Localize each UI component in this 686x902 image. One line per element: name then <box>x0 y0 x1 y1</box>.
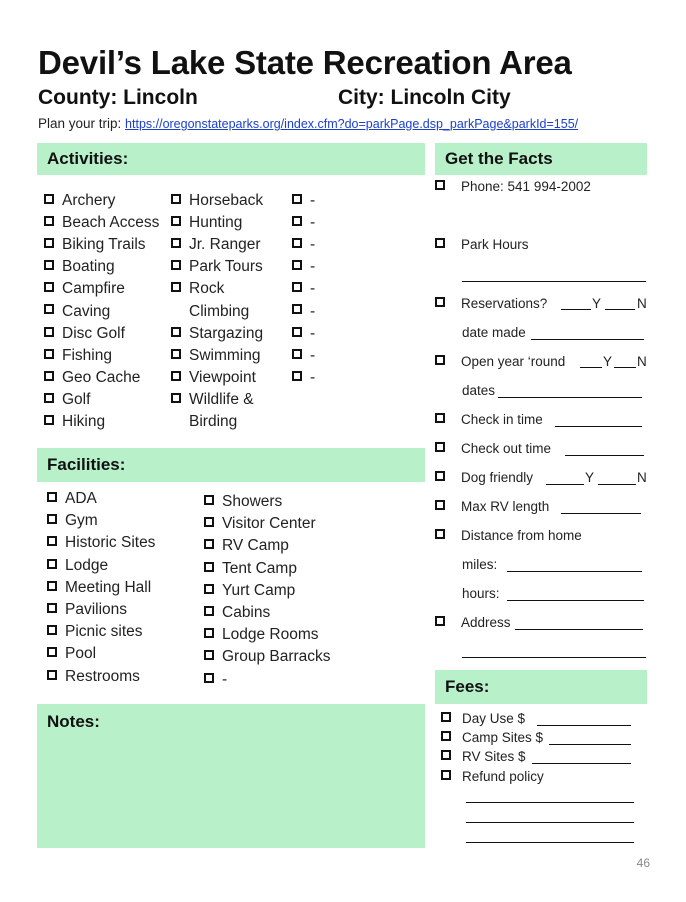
checkbox-label: - <box>222 670 228 688</box>
checkbox[interactable] <box>44 216 54 226</box>
checkbox[interactable] <box>441 731 451 741</box>
city-label: City: Lincoln City <box>338 86 511 109</box>
open-year-y-line[interactable] <box>580 367 602 368</box>
activities-col2-item <box>171 324 263 344</box>
rv-sites-item <box>441 748 526 766</box>
address-line[interactable] <box>515 629 643 630</box>
checkbox-label: Climbing <box>189 302 250 320</box>
date-made-line[interactable] <box>531 339 644 340</box>
camp-sites-text: Camp Sites $ <box>462 730 544 745</box>
max-rv-line[interactable] <box>561 513 641 514</box>
activities-col2-item <box>171 191 263 211</box>
dog-friendly-item <box>435 469 533 487</box>
checkbox[interactable] <box>47 603 57 613</box>
checkbox[interactable] <box>171 371 181 381</box>
checkbox[interactable] <box>44 327 54 337</box>
checkbox-label: Jr. Ranger <box>189 236 261 254</box>
activities-col1-item <box>44 257 115 277</box>
checkbox[interactable] <box>204 517 214 527</box>
fees-heading-text: Fees: <box>445 677 490 696</box>
checkbox[interactable] <box>47 559 57 569</box>
checkbox[interactable] <box>292 304 302 314</box>
max-rv-item <box>435 498 549 516</box>
hours-line[interactable] <box>507 600 644 601</box>
notes-heading-text: Notes: <box>47 712 100 731</box>
checkbox-label: - <box>310 302 316 320</box>
facilities-col2-item <box>204 559 297 579</box>
activities-col3-item <box>292 346 315 366</box>
dog-y-line[interactable] <box>546 484 584 485</box>
checkbox[interactable] <box>435 529 445 539</box>
checkbox[interactable] <box>44 415 54 425</box>
activities-col3-item <box>292 191 315 211</box>
facilities-col2-item <box>204 603 270 623</box>
park-hours-item <box>435 236 529 254</box>
checkbox[interactable] <box>204 650 214 660</box>
activities-col3-item <box>292 257 315 277</box>
open-year-item <box>435 353 565 371</box>
checkbox-label: Visitor Center <box>222 515 316 533</box>
activities-col3-item <box>292 368 315 388</box>
facilities-col1-item <box>47 533 155 553</box>
rv-sites-text: RV Sites $ <box>462 749 526 764</box>
checkbox-label: Caving <box>62 302 111 320</box>
open-year-n-line[interactable] <box>614 367 636 368</box>
checkbox[interactable] <box>292 216 302 226</box>
checkbox[interactable] <box>435 355 445 365</box>
dates-line[interactable] <box>498 397 642 398</box>
facilities-col2-item <box>204 625 319 645</box>
checkbox[interactable] <box>204 673 214 683</box>
park-url-link[interactable]: https://oregonstateparks.org/index.cfm?do=parkPage.dsp_parkPage&parkId=155/ <box>125 117 579 131</box>
checkbox[interactable] <box>292 282 302 292</box>
day-use-text: Day Use $ <box>462 711 526 726</box>
facilities-col2-item <box>204 647 331 667</box>
reservations-n: N <box>637 296 647 311</box>
activities-col2-item <box>171 279 224 299</box>
check-out-text: Check out time <box>461 441 552 456</box>
checkbox-label: Yurt Camp <box>222 581 296 599</box>
checkbox-label: Beach Access <box>62 214 160 232</box>
activities-col3-item <box>292 279 315 299</box>
checkbox-label: Fishing <box>62 346 112 364</box>
dog-friendly-text: Dog friendly <box>461 470 534 485</box>
checkbox[interactable] <box>435 297 445 307</box>
checkbox-label: Geo Cache <box>62 368 141 386</box>
checkbox-label: Viewpoint <box>189 368 256 386</box>
check-out-line[interactable] <box>565 455 644 456</box>
checkbox[interactable] <box>47 536 57 546</box>
activities-col1-item <box>44 191 115 211</box>
camp-sites-item <box>441 729 543 747</box>
refund-text: Refund policy <box>462 769 544 784</box>
reservations-text: Reservations? <box>461 296 548 311</box>
checkbox-label: Biking Trails <box>62 236 146 254</box>
day-use-line[interactable] <box>537 725 631 726</box>
dog-y: Y <box>585 470 595 485</box>
checkbox-label: Restrooms <box>65 667 140 685</box>
checkbox-label: Meeting Hall <box>65 578 152 596</box>
checkbox[interactable] <box>171 260 181 270</box>
checkbox-label: Gym <box>65 512 98 530</box>
checkbox[interactable] <box>171 327 181 337</box>
facts-heading-text: Get the Facts <box>445 149 553 168</box>
date-made-text: date made <box>462 325 526 340</box>
activities-col2-item <box>171 368 256 388</box>
checkbox[interactable] <box>204 606 214 616</box>
checkbox[interactable] <box>44 282 54 292</box>
refund-line-1[interactable] <box>466 802 634 803</box>
reservations-n-line[interactable] <box>605 309 635 310</box>
checkbox-label: Birding <box>189 413 238 430</box>
checkbox[interactable] <box>171 194 181 204</box>
checkbox-label: Tent Camp <box>222 559 297 577</box>
facilities-col1-item <box>47 644 96 664</box>
activities-col1-item <box>44 213 159 233</box>
fees-heading <box>435 670 647 704</box>
checkbox-label: - <box>310 368 316 386</box>
checkbox[interactable] <box>435 238 445 248</box>
camp-sites-line[interactable] <box>549 744 631 745</box>
dog-n: N <box>637 470 647 485</box>
phone-item <box>435 178 591 196</box>
reservations-y-line[interactable] <box>561 309 591 310</box>
open-year-n: N <box>637 354 647 369</box>
checkbox[interactable] <box>204 628 214 638</box>
checkbox-label: Pool <box>65 645 97 663</box>
activities-col1-item <box>44 390 90 410</box>
hours-text: hours: <box>462 586 500 601</box>
checkbox[interactable] <box>292 349 302 359</box>
checkbox-label: Lodge Rooms <box>222 626 319 644</box>
checkbox-label: Campfire <box>62 280 125 298</box>
activities-col2-item <box>171 302 249 322</box>
checkbox[interactable] <box>44 194 54 204</box>
facilities-col2-item <box>204 670 227 690</box>
checkbox[interactable] <box>435 500 445 510</box>
facilities-heading <box>37 448 425 482</box>
refund-line-2[interactable] <box>466 822 634 823</box>
distance-text: Distance from home <box>461 528 582 543</box>
checkbox[interactable] <box>435 413 445 423</box>
checkbox[interactable] <box>441 712 451 722</box>
checkbox-label: Swimming <box>189 346 261 364</box>
checkbox-label: - <box>310 324 316 342</box>
plan-trip-line <box>38 116 578 131</box>
checkbox[interactable] <box>44 238 54 248</box>
checkbox[interactable] <box>292 327 302 337</box>
dog-n-line[interactable] <box>598 484 636 485</box>
checkbox-label: - <box>310 280 316 298</box>
activities-col1-item <box>44 324 125 344</box>
checkbox-label: Archery <box>62 192 116 209</box>
checkbox[interactable] <box>47 670 57 680</box>
address-text: Address <box>461 615 511 630</box>
dates-text: dates <box>462 383 496 398</box>
reservations-y: Y <box>592 296 602 311</box>
checkbox[interactable] <box>47 514 57 524</box>
checkbox[interactable] <box>47 625 57 635</box>
checkbox-label: Showers <box>222 493 283 510</box>
county-label: County: Lincoln <box>38 86 198 109</box>
checkbox-label: Golf <box>62 390 91 408</box>
activities-col2-item <box>171 235 261 255</box>
park-hours-text: Park Hours <box>461 237 529 252</box>
address-item <box>435 614 511 632</box>
page-title: Devil’s Lake State Recreation Area <box>38 44 572 81</box>
facilities-col1-item <box>47 667 140 687</box>
checkbox[interactable] <box>204 539 214 549</box>
checkbox-label: - <box>310 258 316 276</box>
miles-line[interactable] <box>507 571 642 572</box>
checkbox[interactable] <box>47 581 57 591</box>
checkbox[interactable] <box>44 371 54 381</box>
activities-col2-item <box>171 412 237 432</box>
park-hours-line[interactable] <box>462 281 646 282</box>
checkbox[interactable] <box>204 562 214 572</box>
checkbox[interactable] <box>44 349 54 359</box>
checkbox-label: Lodge <box>65 556 109 574</box>
facilities-col2-item <box>204 514 316 534</box>
checkbox-label: Stargazing <box>189 324 264 342</box>
checkbox-label: Hunting <box>189 214 243 232</box>
notes-box[interactable] <box>37 704 425 848</box>
checkbox-label: RV Camp <box>222 537 289 555</box>
activities-col1-item <box>44 302 110 322</box>
checkbox[interactable] <box>47 492 57 502</box>
checkbox-label: Pavilions <box>65 601 128 618</box>
checkbox-label: Group Barracks <box>222 648 331 666</box>
check-in-text: Check in time <box>461 412 543 427</box>
address-line-2[interactable] <box>462 657 646 658</box>
checkbox-label: Park Tours <box>189 258 263 276</box>
checkbox[interactable] <box>44 393 54 403</box>
facilities-col1-item <box>47 556 108 576</box>
open-year-y: Y <box>603 354 613 369</box>
activities-col1-item <box>44 368 140 388</box>
page-number: 46 <box>636 856 650 870</box>
facilities-heading-text: Facilities: <box>47 455 126 474</box>
checkbox[interactable] <box>44 260 54 270</box>
activities-col2-item <box>171 257 263 277</box>
activities-col1-item <box>44 412 105 432</box>
checkbox[interactable] <box>441 770 451 780</box>
facilities-col1-item <box>47 578 151 598</box>
facts-heading <box>435 143 647 175</box>
checkbox-label: Historic Sites <box>65 534 156 552</box>
checkbox[interactable] <box>171 216 181 226</box>
facilities-col1-item <box>47 489 97 509</box>
checkbox-label: Horseback <box>189 192 264 209</box>
checkbox-label: Disc Golf <box>62 324 125 342</box>
max-rv-text: Max RV length <box>461 499 550 514</box>
facilities-col2-item <box>204 536 289 556</box>
distance-item <box>435 527 582 545</box>
activities-col1-item <box>44 235 146 255</box>
checkbox[interactable] <box>171 393 181 403</box>
checkbox[interactable] <box>171 282 181 292</box>
activities-col1-item <box>44 346 112 366</box>
check-in-line[interactable] <box>555 426 642 427</box>
checkbox[interactable] <box>204 495 214 505</box>
checkbox-label: Boating <box>62 258 115 276</box>
checkbox-label: - <box>310 192 316 209</box>
facilities-col2-item <box>204 492 282 512</box>
plan-trip-label: Plan your trip: <box>38 116 126 131</box>
refund-line-3[interactable] <box>466 842 634 843</box>
activities-col3-item <box>292 302 315 322</box>
miles-text: miles: <box>462 557 498 572</box>
checkbox-label: Rock <box>189 280 225 298</box>
checkbox-label: - <box>310 214 316 232</box>
checkbox[interactable] <box>292 260 302 270</box>
checkbox-label: Picnic sites <box>65 623 143 641</box>
checkbox[interactable] <box>435 616 445 626</box>
checkbox[interactable] <box>435 471 445 481</box>
activities-col2-item <box>171 213 242 233</box>
checkbox[interactable] <box>44 304 54 314</box>
facilities-col1-item <box>47 511 98 531</box>
activities-col2-item <box>171 346 260 366</box>
rv-sites-line[interactable] <box>532 763 631 764</box>
activities-heading-text: Activities: <box>47 149 129 168</box>
checkbox-label: ADA <box>65 490 97 507</box>
phone-text: Phone: 541 994-2002 <box>461 179 591 194</box>
check-out-item <box>435 440 551 458</box>
checkbox-label: Hiking <box>62 413 106 430</box>
facilities-col2-item <box>204 581 295 601</box>
activities-heading <box>37 143 425 175</box>
facilities-col1-item <box>47 600 127 620</box>
activities-col3-item <box>292 324 315 344</box>
facilities-col1-item <box>47 622 143 642</box>
check-in-item <box>435 411 543 429</box>
activities-col3-item <box>292 235 315 255</box>
checkbox[interactable] <box>441 750 451 760</box>
activities-col1-item <box>44 279 125 299</box>
checkbox[interactable] <box>435 180 445 190</box>
checkbox[interactable] <box>47 647 57 657</box>
checkbox[interactable] <box>435 442 445 452</box>
checkbox[interactable] <box>292 371 302 381</box>
checkbox[interactable] <box>292 194 302 204</box>
reservations-item <box>435 295 547 313</box>
checkbox[interactable] <box>171 238 181 248</box>
checkbox[interactable] <box>171 349 181 359</box>
checkbox-label: - <box>310 346 316 364</box>
checkbox[interactable] <box>204 584 214 594</box>
checkbox[interactable] <box>292 238 302 248</box>
checkbox-label: Wildlife & <box>189 390 254 408</box>
day-use-item <box>441 710 525 728</box>
checkbox-label: - <box>310 236 316 254</box>
checkbox-label: Cabins <box>222 604 271 621</box>
activities-col3-item <box>292 213 315 233</box>
refund-item <box>441 768 544 786</box>
open-year-text: Open year ‘round <box>461 354 566 369</box>
activities-col2-item <box>171 390 254 410</box>
